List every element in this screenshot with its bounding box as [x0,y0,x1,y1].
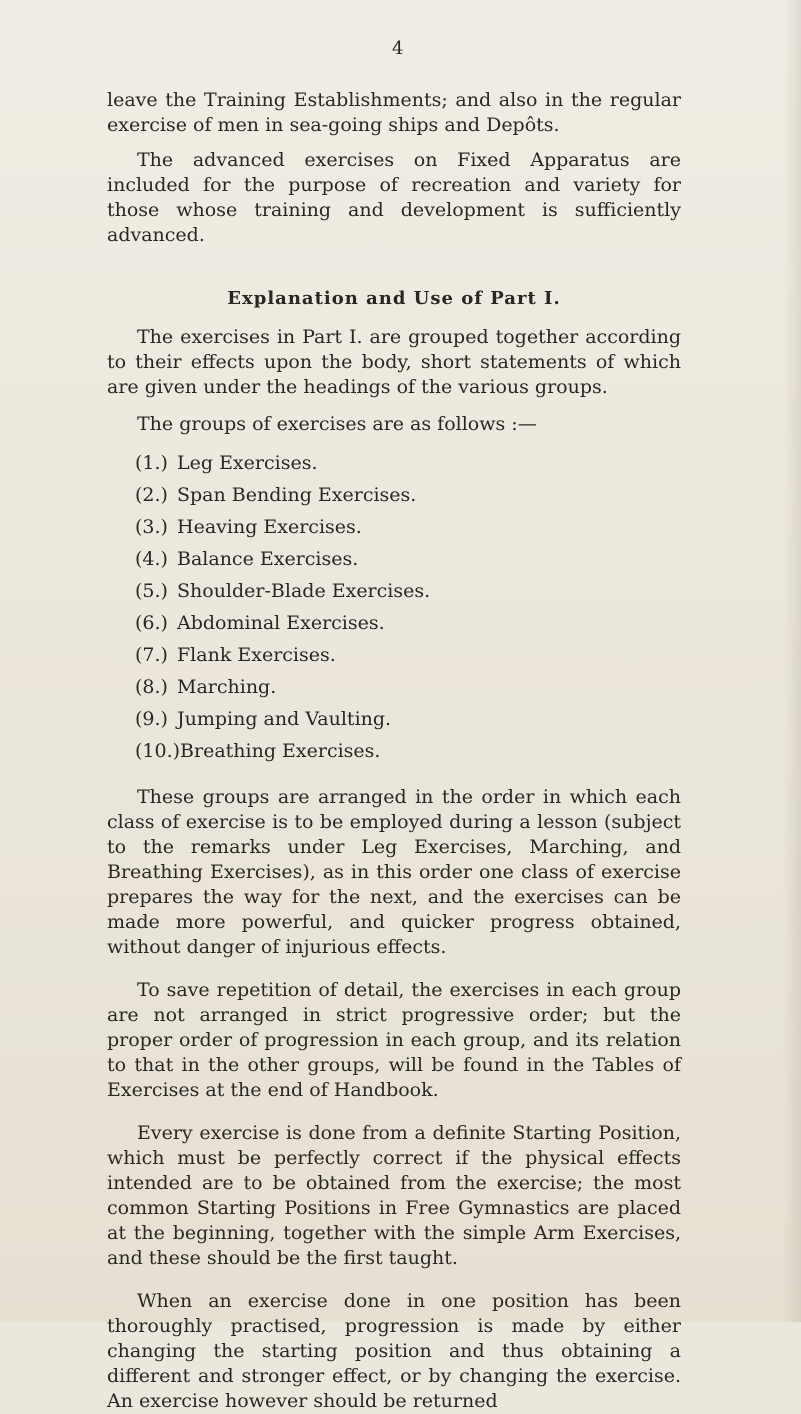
exercise-groups-list [107,447,681,767]
list-item-number: (4.) [135,548,168,570]
list-item-number: (6.) [135,612,168,634]
list-item-number: (1.) [135,452,168,474]
list-item-label: Balance Exercises. [177,548,359,570]
list-item-number: (7.) [135,644,168,666]
list-item-label: Jumping and Vaulting. [177,708,392,730]
progression-paragraph: When an exercise done in one position has been thoroughly practised, progression is made by either changing the starting position and thus obtaining a different and stronger effect, or by changing the exercise. An exercise however should be returned [107,1290,681,1412]
list-item-number: (9.) [135,708,168,730]
groups-intro-paragraph: The groups of exercises are as follows :— [137,413,537,435]
list-item [135,575,681,607]
starting-position-paragraph: Every exercise is done from a definite Starting Position, which must be perfectly correct if the physical effects intended are to be obtained from the exercise; the most common Starting Positions in Free Gymnastics are placed at the beginning, together with the simple Arm Exercises, and these should be the first taught. [107,1122,681,1269]
list-item [135,543,681,575]
list-item-label: Leg Exercises. [177,452,318,474]
list-item-label: Flank Exercises. [177,644,336,666]
intro-continuation-paragraph: leave the Training Establishments; and also in the regular exercise of men in sea-going ships and Depôts. [107,89,681,136]
list-item-label: Abdominal Exercises. [177,612,385,634]
list-item-label: Heaving Exercises. [177,516,362,538]
lesson-order-paragraph: These groups are arranged in the order in which each class of exercise is to be employed during a lesson (subject to the remarks under Leg Exercises, Marching, and Breathing Exercises), as in this order one class of exercise prepares the way for the next, and the exercises can be made more powerful, and quicker progress obtained, without danger of injurious effects. [107,786,681,958]
list-item-label: Marching. [177,676,277,698]
list-item-label: Breathing Exercises. [180,740,381,762]
grouping-paragraph: The exercises in Part I. are grouped together according to their effects upon the body, short statements of which are given under the headings of the various groups. [107,326,681,398]
list-item-number: (3.) [135,516,168,538]
list-item-number: (5.) [135,580,168,602]
page-content [107,88,681,1414]
list-item [135,735,681,767]
list-item-number: (2.) [135,484,168,506]
list-item [135,447,681,479]
list-item [135,607,681,639]
repetition-paragraph: To save repetition of detail, the exercises in each group are not arranged in strict progressive order; but the proper order of progression in each group, and its relation to that in the other groups, will be found in the Tables of Exercises at the end of Handbook. [107,979,681,1101]
list-item [135,479,681,511]
list-item [135,671,681,703]
list-item-number: (10.) [135,740,181,762]
list-item-label: Span Bending Exercises. [177,484,417,506]
page-number: 4 [392,38,404,59]
list-item [135,639,681,671]
section-heading: Explanation and Use of Part I. [227,288,561,309]
list-item [135,703,681,735]
advanced-exercises-paragraph: The advanced exercises on Fixed Apparatus are included for the purpose of recreation and variety for those whose training and development is sufficiently advanced. [107,149,681,246]
list-item-label: Shoulder-Blade Exercises. [177,580,431,602]
list-item [135,511,681,543]
list-item-number: (8.) [135,676,168,698]
